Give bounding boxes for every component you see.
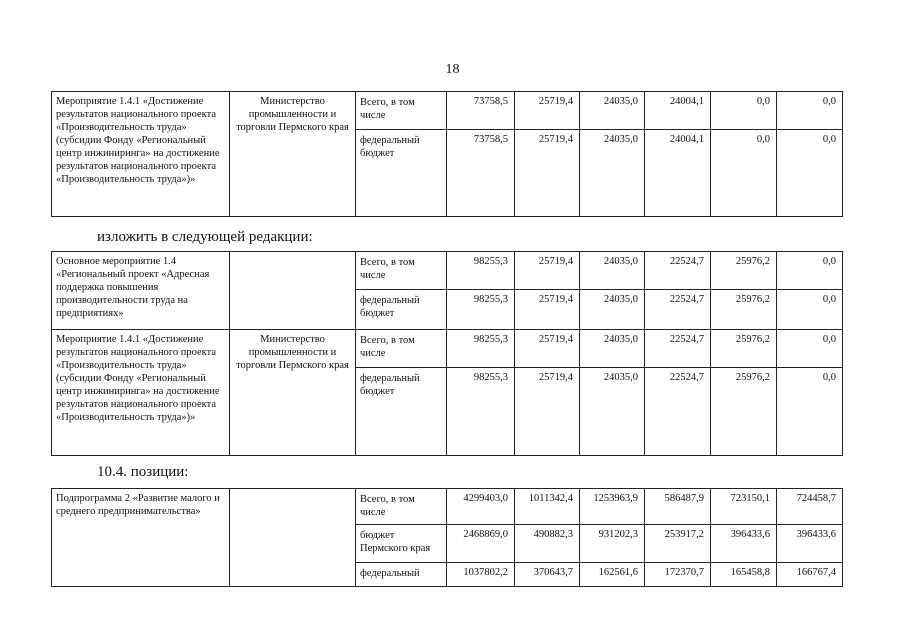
amount-cell: 24035,0	[580, 330, 645, 368]
amount-cell: 4299403,0	[447, 489, 515, 525]
funding-source: Всего, в том числе	[356, 330, 447, 368]
funding-source: федеральный	[356, 563, 447, 587]
amount-cell: 25976,2	[711, 252, 777, 290]
funding-source: федеральный бюджет	[356, 290, 447, 330]
amount-cell: 22524,7	[645, 368, 711, 456]
amount-cell: 1037802,2	[447, 563, 515, 587]
amount-cell: 0,0	[777, 330, 843, 368]
amount-cell: 931202,3	[580, 525, 645, 563]
amount-cell: 22524,7	[645, 252, 711, 290]
funding-source: Всего, в том числе	[356, 489, 447, 525]
amount-cell: 25976,2	[711, 290, 777, 330]
amount-cell: 22524,7	[645, 290, 711, 330]
amount-cell: 98255,3	[447, 330, 515, 368]
funding-source: бюджет Пермского края	[356, 525, 447, 563]
amount-cell: 396433,6	[777, 525, 843, 563]
page-number: 18	[445, 62, 460, 77]
caption-positions: 10.4. позиции:	[97, 464, 189, 480]
funding-source: федеральный бюджет	[356, 130, 447, 217]
amount-cell: 24004,1	[645, 92, 711, 130]
amount-cell: 166767,4	[777, 563, 843, 587]
amount-cell: 98255,3	[447, 252, 515, 290]
amount-cell: 24035,0	[580, 252, 645, 290]
amount-cell: 370643,7	[515, 563, 580, 587]
amount-cell: 25976,2	[711, 368, 777, 456]
amount-cell: 73758,5	[447, 130, 515, 217]
funding-source: Всего, в том числе	[356, 92, 447, 130]
amount-cell: 24035,0	[580, 130, 645, 217]
activity-name: Основное мероприятие 1.4 «Региональный проект «Адресная поддержка повышения производительности труда на предприятиях»	[52, 252, 230, 330]
activity-name: Мероприятие 1.4.1 «Достижение результатов национального проекта «Производительность труда» (субсидии Фонду «Региональный центр инжиниринга» на достижение результатов национального проекта «Производительность труда»)»	[52, 330, 230, 456]
amount-cell: 24035,0	[580, 290, 645, 330]
amount-cell: 73758,5	[447, 92, 515, 130]
caption-new-edition: изложить в следующей редакции:	[97, 229, 313, 245]
amount-cell: 25719,4	[515, 130, 580, 217]
amount-cell: 25976,2	[711, 330, 777, 368]
amount-cell: 25719,4	[515, 290, 580, 330]
amount-cell: 724458,7	[777, 489, 843, 525]
amount-cell: 25719,4	[515, 92, 580, 130]
amount-cell: 586487,9	[645, 489, 711, 525]
amount-cell: 24035,0	[580, 92, 645, 130]
amount-cell: 1253963,9	[580, 489, 645, 525]
activity-name: Подпрограмма 2 «Развитие малого и среднего предпринимательства»	[52, 489, 230, 587]
amount-cell: 0,0	[777, 92, 843, 130]
amount-cell: 24004,1	[645, 130, 711, 217]
amount-cell: 0,0	[711, 92, 777, 130]
amount-cell: 0,0	[777, 130, 843, 217]
funding-source: федеральный бюджет	[356, 368, 447, 456]
amount-cell: 98255,3	[447, 290, 515, 330]
budget-table-current	[51, 91, 843, 217]
amount-cell: 490882,3	[515, 525, 580, 563]
executor-name: Министерство промышленности и торговли Пермского края	[230, 92, 356, 217]
amount-cell: 0,0	[777, 252, 843, 290]
amount-cell: 98255,3	[447, 368, 515, 456]
amount-cell: 0,0	[711, 130, 777, 217]
amount-cell: 253917,2	[645, 525, 711, 563]
amount-cell: 396433,6	[711, 525, 777, 563]
budget-table-subprogram	[51, 488, 843, 587]
executor-name	[230, 489, 356, 587]
amount-cell: 25719,4	[515, 252, 580, 290]
amount-cell: 2468869,0	[447, 525, 515, 563]
amount-cell: 165458,8	[711, 563, 777, 587]
funding-source: Всего, в том числе	[356, 252, 447, 290]
amount-cell: 1011342,4	[515, 489, 580, 525]
budget-table-new	[51, 251, 843, 456]
amount-cell: 25719,4	[515, 330, 580, 368]
amount-cell: 25719,4	[515, 368, 580, 456]
amount-cell: 22524,7	[645, 330, 711, 368]
amount-cell: 162561,6	[580, 563, 645, 587]
activity-name: Мероприятие 1.4.1 «Достижение результатов национального проекта «Производительность труда» (субсидии Фонду «Региональный центр инжиниринга» на достижение результатов национального проекта «Производительность труда»)»	[52, 92, 230, 217]
amount-cell: 723150,1	[711, 489, 777, 525]
amount-cell: 0,0	[777, 368, 843, 456]
executor-name	[230, 252, 356, 330]
amount-cell: 0,0	[777, 290, 843, 330]
amount-cell: 172370,7	[645, 563, 711, 587]
amount-cell: 24035,0	[580, 368, 645, 456]
executor-name: Министерство промышленности и торговли Пермского края	[230, 330, 356, 456]
